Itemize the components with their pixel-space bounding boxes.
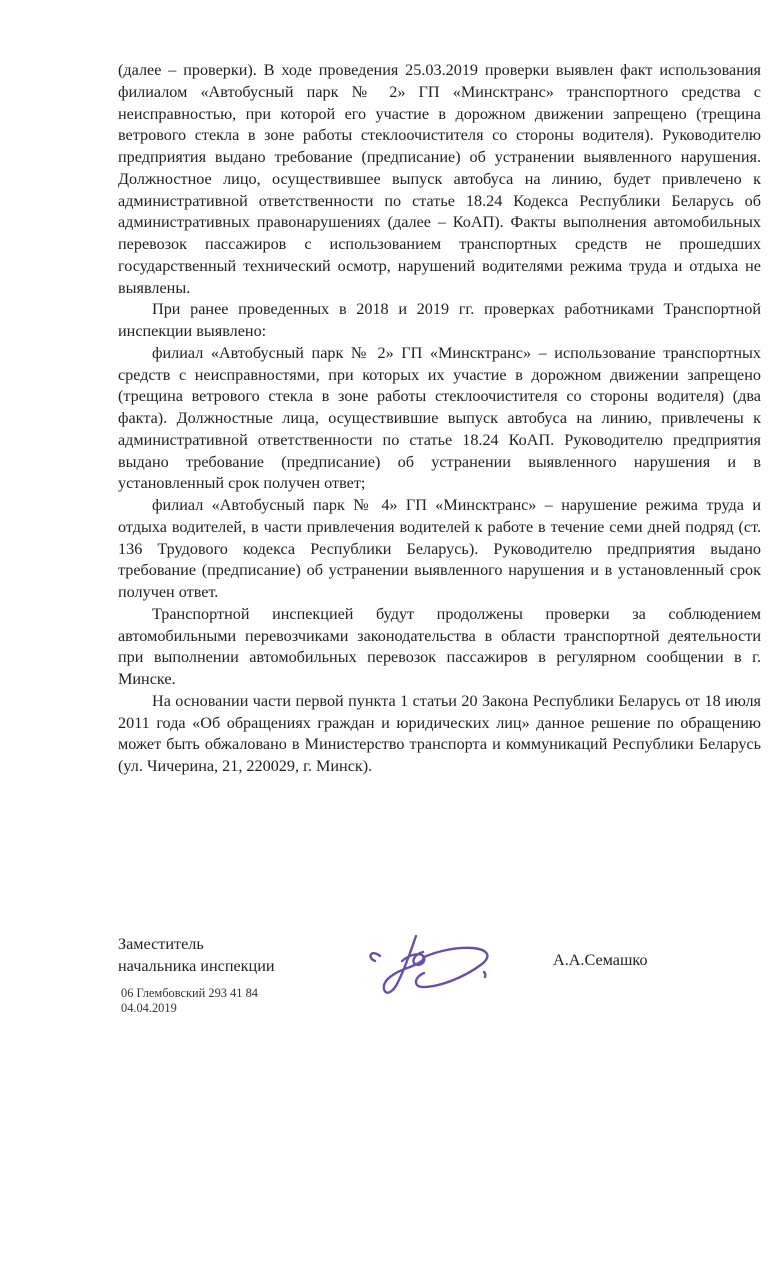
signer-name: А.А.Семашко — [553, 951, 648, 969]
body-paragraph-4: филиал «Автобусный парк № 4» ГП «Минсктранс» – нарушение режима труда и отдыха водителей, в части привлечения водителей к работе в течение семи дней подряд (ст. 136 Трудового кодекса Республики Беларусь). Руководителю предприятия выдано требование (предписание) об устранении выявленного нарушения и в установленный срок получен ответ. — [118, 496, 761, 601]
document-date: 04.04.2019 — [121, 1000, 177, 1015]
signer-job-title-line1: Заместитель — [118, 935, 204, 953]
body-paragraph-2: При ранее проведенных в 2018 и 2019 гг. проверках работниками Транспортной инспекции выявлено: — [118, 300, 761, 340]
body-paragraph-1: (далее – проверки). В ходе проведения 25.03.2019 проверки выявлен факт использования филиалом «Автобусный парк № 2» ГП «Минсктранс» транспортного средства с неисправностью, при которой его участие в дорожном движении запрещено (трещина ветрового стекла в зоне работы стеклоочистителя со стороны водителя). Руководителю предприятия выдано требование (предписание) об устранении выявленного нарушения. Должностное лицо, осуществившее выпуск автобуса на линию, будет привлечено к административной ответственности по статье 18.24 Кодекса Республики Беларусь об административных правонарушениях (далее – КоАП). Факты выполнения автомобильных перевозок пассажиров с использованием транспортных средств не прошедших государственный технический осмотр, нарушений водителями режима труда и отдыха не выявлены. — [118, 61, 761, 297]
signer-job-title-line2: начальника инспекции — [118, 956, 275, 975]
body-paragraph-6: На основании части первой пункта 1 статьи 20 Закона Республики Беларусь от 18 июля 2011 года «Об обращениях граждан и юридических лиц» данное решение по обращению может быть обжаловано в Министерство транспорта и коммуникаций Республики Беларусь (ул. Чичерина, 21, 220029, г. Минск). — [118, 691, 761, 775]
executor-contact: 06 Глембовский 293 41 84 — [121, 986, 258, 1000]
body-paragraph-3: филиал «Автобусный парк № 2» ГП «Минсктранс» – использование транспортных средств с неисправностями, при которых их участие в дорожном движении запрещено (трещина ветрового стекла в зоне работы стеклоочистителя со стороны водителя) (два факта). Должностные лица, осуществившие выпуск автобуса на линию, привлечены к административной ответственности по статье 18.24 КоАП. Руководителю предприятия выдано требование (предписание) об устранении выявленного нарушения и в установленный срок получен ответ; — [118, 343, 761, 493]
executor-footer — [121, 986, 258, 1015]
body-paragraph-5: Транспортной инспекцией будут продолжены проверки за соблюдением автомобильными перевозчиками законодательства в области транспортной деятельности при выполнении автомобильных перевозок пассажиров в регулярном сообщении в г. Минске. — [118, 604, 761, 688]
signer-job-title — [118, 934, 275, 978]
handwritten-signature-icon — [358, 924, 518, 1004]
letter-body — [118, 60, 761, 778]
